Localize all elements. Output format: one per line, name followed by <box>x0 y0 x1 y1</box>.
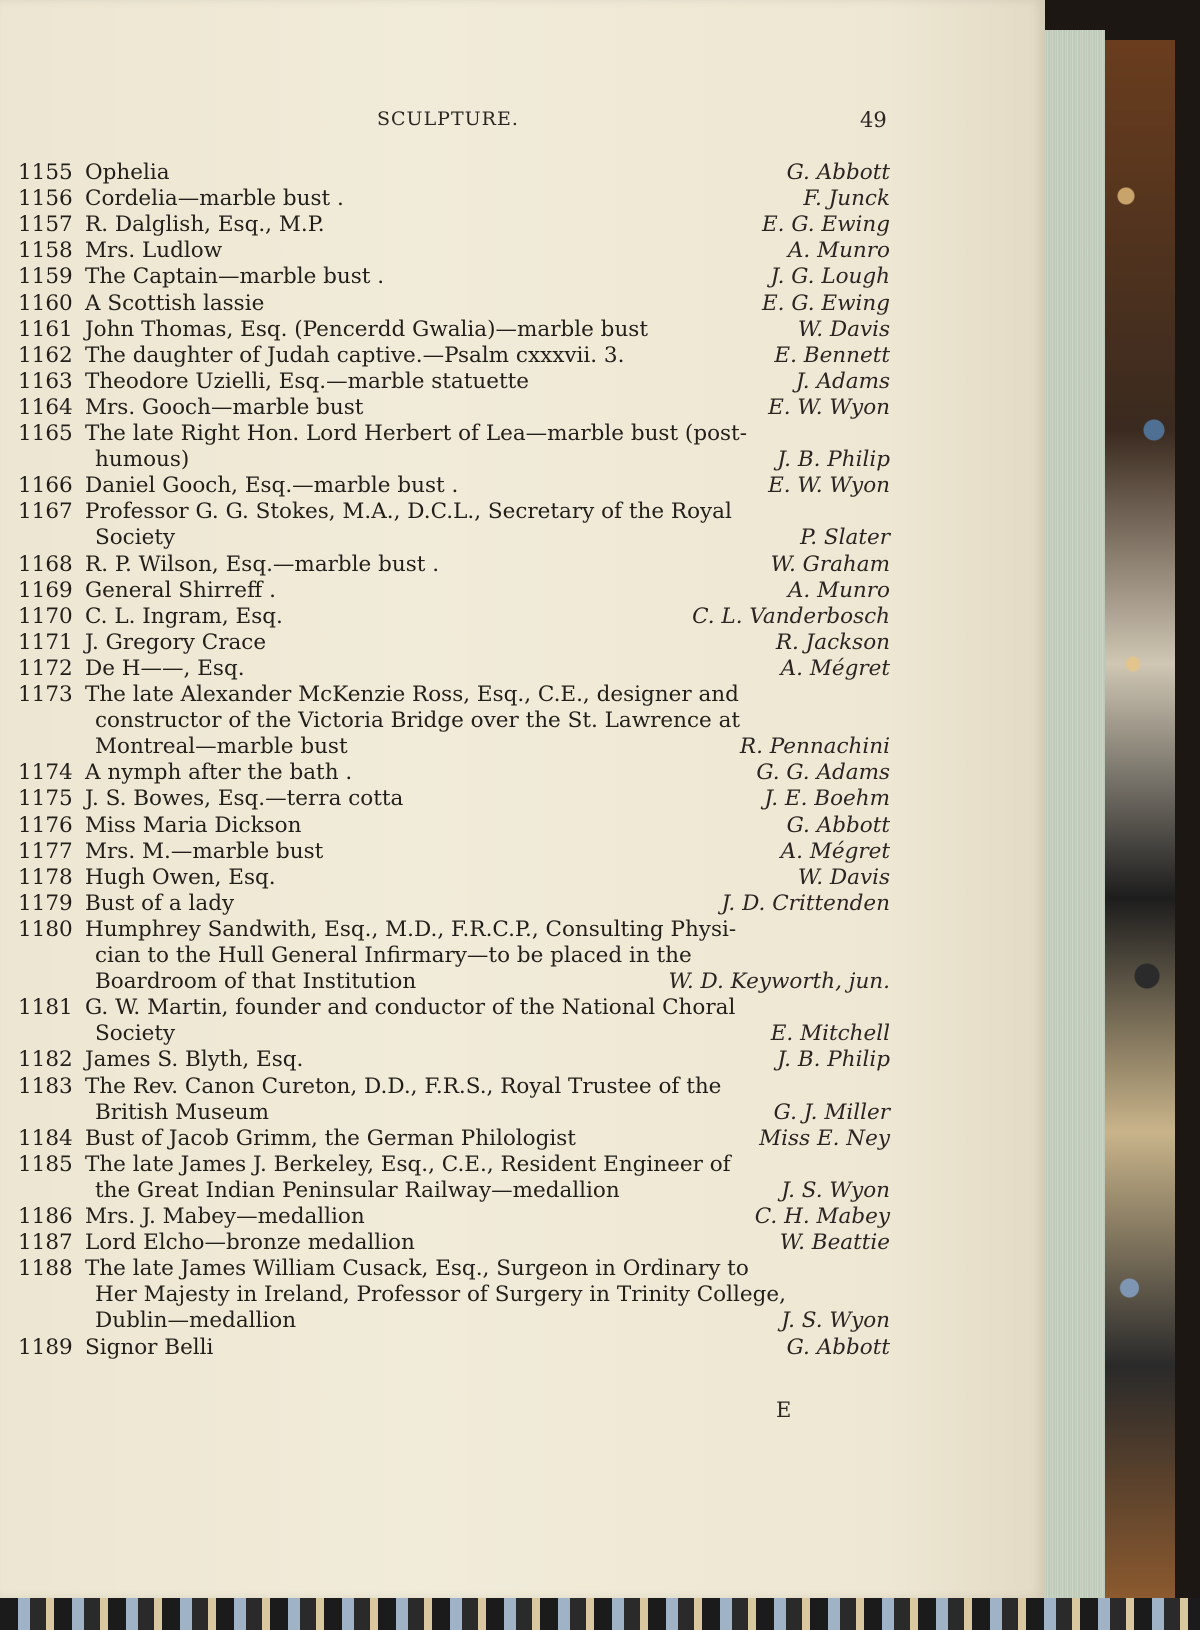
entry-number: 1165 <box>18 421 73 446</box>
entry-row <box>0 1046 1045 1073</box>
entry-number: 1178 <box>18 864 73 890</box>
entry-number: 1162 <box>18 342 73 368</box>
entry-row <box>0 785 1045 812</box>
entry-artist: C. H. Mabey <box>754 1204 890 1229</box>
entry-artist: C. L. Vanderbosch <box>692 603 890 629</box>
entry-row <box>0 1334 1045 1361</box>
signature-mark: E <box>776 1398 792 1422</box>
entry-title: Society <box>95 525 176 551</box>
entry-continuation-row <box>0 1307 1045 1334</box>
entry-artist: A. Mégret <box>780 655 890 681</box>
entry-artist: W. Beattie <box>779 1230 890 1256</box>
entry-title: The Captain—marble bust . <box>85 264 385 290</box>
entry-artist: G. Abbott <box>786 160 890 185</box>
entry-number: 1181 <box>18 995 73 1021</box>
entry-artist: A. Mégret <box>780 838 890 864</box>
entry-row <box>0 759 1045 786</box>
entry-artist: E. W. Wyon <box>768 394 890 420</box>
entry-row <box>0 368 1045 395</box>
entry-row <box>0 159 1045 186</box>
entry-continuation-row <box>0 524 1045 551</box>
marbled-endpaper <box>1105 40 1175 1600</box>
running-head: SCULPTURE. <box>377 108 519 130</box>
entry-row <box>0 472 1045 499</box>
entry-title: Boardroom of that Institution <box>95 969 417 995</box>
entry-number: 1158 <box>18 238 73 264</box>
entry-row <box>0 994 1045 1021</box>
entry-title: Daniel Gooch, Esq.—marble bust . <box>85 473 459 499</box>
entry-artist: R. Pennachini <box>739 734 890 760</box>
entry-title: The late Alexander McKenzie Ross, Esq., C.E., designer and <box>85 682 739 707</box>
entry-number: 1180 <box>18 916 73 942</box>
entry-title: Society <box>95 1021 176 1047</box>
entry-row <box>0 681 1045 708</box>
entry-title: John Thomas, Esq. (Pencerdd Gwalia)—marble bust <box>85 316 648 342</box>
entry-artist: J. S. Wyon <box>781 1308 890 1334</box>
entry-title: General Shirreff . <box>85 577 276 603</box>
entry-number: 1177 <box>18 838 73 864</box>
entry-row <box>0 394 1045 421</box>
entry-title: Theodore Uzielli, Esq.—marble statuette <box>85 368 529 394</box>
entry-artist: E. Mitchell <box>770 1021 890 1047</box>
entry-artist: P. Slater <box>800 525 890 551</box>
entry-row <box>0 864 1045 891</box>
entry-title: Dublin—medallion <box>95 1308 297 1334</box>
entry-number: 1184 <box>18 1125 73 1151</box>
entry-title: Mrs. Gooch—marble bust <box>85 394 364 420</box>
entry-title: Professor G. G. Stokes, M.A., D.C.L., Secretary of the Royal <box>85 499 732 525</box>
entry-number: 1174 <box>18 760 73 786</box>
entry-title: the Great Indian Peninsular Railway—medallion <box>95 1177 620 1203</box>
entry-row <box>0 603 1045 630</box>
entry-title: Ophelia <box>85 160 170 185</box>
entry-artist: G. Abbott <box>786 812 890 838</box>
entry-number: 1175 <box>18 786 73 812</box>
entry-title: Signor Belli <box>85 1334 214 1360</box>
entry-continuation-row <box>0 942 1045 969</box>
entry-title: Her Majesty in Ireland, Professor of Surgery in Trinity College, <box>95 1282 786 1308</box>
entry-artist: J. S. Wyon <box>781 1177 890 1203</box>
entry-row <box>0 1229 1045 1256</box>
entry-artist: J. E. Boehm <box>764 786 890 812</box>
entry-artist: E. G. Ewing <box>761 212 890 238</box>
entry-artist: W. Graham <box>770 551 890 577</box>
entry-artist: E. W. Wyon <box>768 473 890 499</box>
entry-title: J. Gregory Crace <box>85 629 267 655</box>
entry-continuation-row <box>0 707 1045 734</box>
entry-artist: F. Junck <box>803 186 890 212</box>
entry-title: Mrs. Ludlow <box>85 238 223 264</box>
entry-number: 1155 <box>18 160 73 185</box>
entry-number: 1167 <box>18 499 73 525</box>
entry-title: Hugh Owen, Esq. <box>85 864 276 890</box>
entry-artist: J. G. Lough <box>770 264 890 290</box>
entry-number: 1160 <box>18 290 73 316</box>
entry-artist: E. Bennett <box>774 342 890 368</box>
entry-number: 1173 <box>18 682 73 707</box>
entry-title: Lord Elcho—bronze medallion <box>85 1230 415 1256</box>
entry-number: 1186 <box>18 1204 73 1229</box>
entry-number: 1179 <box>18 890 73 916</box>
entry-title: Humphrey Sandwith, Esq., M.D., F.R.C.P., Consulting Physi- <box>85 916 737 942</box>
entry-artist: A. Munro <box>787 238 890 264</box>
entry-continuation-row <box>0 1099 1045 1126</box>
entry-artist: W. Davis <box>797 316 890 342</box>
entry-number: 1157 <box>18 212 73 238</box>
entry-artist: W. D. Keyworth, jun. <box>668 969 890 995</box>
entry-row <box>0 316 1045 343</box>
entry-row <box>0 1203 1045 1230</box>
entry-title: James S. Blyth, Esq. <box>85 1047 304 1073</box>
entry-continuation-row <box>0 1177 1045 1204</box>
entry-number: 1183 <box>18 1073 73 1099</box>
entry-row <box>0 890 1045 917</box>
entry-row <box>0 211 1045 238</box>
entry-continuation-row <box>0 1020 1045 1047</box>
page-number: 49 <box>860 108 887 132</box>
entry-title: A nymph after the bath . <box>85 760 353 786</box>
entry-row <box>0 838 1045 865</box>
entry-number: 1164 <box>18 394 73 420</box>
entry-row <box>0 629 1045 656</box>
entry-number: 1182 <box>18 1047 73 1073</box>
entry-number: 1171 <box>18 629 73 655</box>
entry-title: Bust of a lady <box>85 890 235 916</box>
entry-number: 1169 <box>18 577 73 603</box>
entry-row <box>0 577 1045 604</box>
entry-artist: J. B. Philip <box>777 1047 890 1073</box>
entry-title: British Museum <box>95 1099 270 1125</box>
entry-title: The late Right Hon. Lord Herbert of Lea—marble bust (post- <box>85 421 747 446</box>
entry-title: Cordelia—marble bust . <box>85 186 344 212</box>
entry-title: J. S. Bowes, Esq.—terra cotta <box>85 786 404 812</box>
entry-title: The Rev. Canon Cureton, D.D., F.R.S., Royal Trustee of the <box>85 1073 722 1099</box>
entry-row <box>0 1151 1045 1178</box>
entry-title: The late James William Cusack, Esq., Surgeon in Ordinary to <box>85 1256 749 1282</box>
entry-number: 1189 <box>18 1334 73 1360</box>
entry-continuation-row <box>0 968 1045 995</box>
entry-number: 1172 <box>18 655 73 681</box>
entry-artist: Miss E. Ney <box>759 1125 890 1151</box>
entry-artist: G. Abbott <box>786 1334 890 1360</box>
entry-title: Miss Maria Dickson <box>85 812 302 838</box>
entry-artist: G. G. Adams <box>756 760 890 786</box>
entry-artist: J. D. Crittenden <box>721 890 890 916</box>
entry-row <box>0 1073 1045 1100</box>
entry-title: C. L. Ingram, Esq. <box>85 603 283 629</box>
entry-row <box>0 237 1045 264</box>
entry-title: R. P. Wilson, Esq.—marble bust . <box>85 551 440 577</box>
entry-artist: W. Davis <box>797 864 890 890</box>
entry-title: De H——, Esq. <box>85 655 245 681</box>
entry-row <box>0 551 1045 578</box>
entry-row <box>0 1125 1045 1152</box>
entry-title: constructor of the Victoria Bridge over the St. Lawrence at <box>95 708 741 734</box>
entry-number: 1188 <box>18 1256 73 1282</box>
entry-row <box>0 655 1045 682</box>
entry-title: Mrs. M.—marble bust <box>85 838 324 864</box>
marbled-bottom-edge <box>0 1598 1200 1630</box>
entry-row <box>0 263 1045 290</box>
page-header <box>0 108 1045 138</box>
entry-row <box>0 916 1045 943</box>
entry-title: R. Dalglish, Esq., M.P. <box>85 212 325 238</box>
entry-title: The late James J. Berkeley, Esq., C.E., Resident Engineer of <box>85 1151 731 1177</box>
entry-title: A Scottish lassie <box>85 290 265 316</box>
entry-row <box>0 290 1045 317</box>
entry-number: 1170 <box>18 603 73 629</box>
entry-artist: G. J. Miller <box>773 1099 890 1125</box>
entry-continuation-row <box>0 733 1045 760</box>
entry-artist: R. Jackson <box>775 629 890 655</box>
entry-number: 1185 <box>18 1151 73 1177</box>
entry-artist: J. B. Philip <box>777 447 890 473</box>
entry-row <box>0 498 1045 525</box>
entry-title: Bust of Jacob Grimm, the German Philologist <box>85 1125 576 1151</box>
entry-title: cian to the Hull General Infirmary—to be placed in the <box>95 943 692 968</box>
entry-number: 1163 <box>18 368 73 394</box>
entry-number: 1156 <box>18 186 73 212</box>
entry-number: 1176 <box>18 812 73 838</box>
page-edges <box>1045 30 1105 1600</box>
entry-title: Montreal—marble bust <box>95 734 348 760</box>
entry-title: G. W. Martin, founder and conductor of the National Choral <box>85 995 736 1021</box>
entry-row <box>0 420 1045 447</box>
entry-title: The daughter of Judah captive.—Psalm cxxxvii. 3. <box>85 342 625 368</box>
entry-continuation-row <box>0 1281 1045 1308</box>
entry-row <box>0 185 1045 212</box>
entry-number: 1166 <box>18 473 73 499</box>
entry-number: 1161 <box>18 316 73 342</box>
entry-title: Mrs. J. Mabey—medallion <box>85 1204 365 1229</box>
entry-artist: A. Munro <box>787 577 890 603</box>
entry-artist: J. Adams <box>795 368 890 394</box>
entry-number: 1168 <box>18 551 73 577</box>
entry-number: 1187 <box>18 1230 73 1256</box>
entry-number: 1159 <box>18 264 73 290</box>
entry-continuation-row <box>0 446 1045 473</box>
entry-title: humous) <box>95 447 190 473</box>
entry-row <box>0 1255 1045 1282</box>
entry-row <box>0 342 1045 369</box>
entry-artist: E. G. Ewing <box>761 290 890 316</box>
entry-row <box>0 812 1045 839</box>
